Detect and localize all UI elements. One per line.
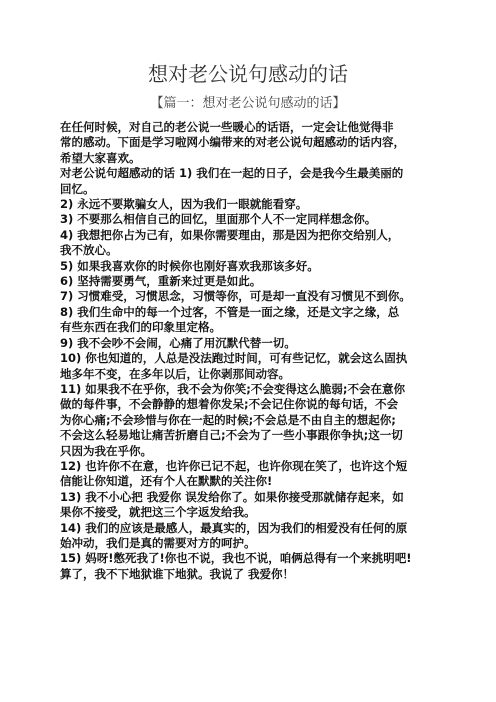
paragraph-line: 对老公说句超感动的话 1) 我们在一起的日子，会是我今生最美丽的 bbox=[60, 166, 404, 181]
paragraph-line: 希望大家喜欢。 bbox=[60, 150, 141, 165]
paragraph-line: 11) 如果我不在乎你，我不会为你笑;不会变得这么脆弱;不会在意你 bbox=[60, 381, 405, 396]
paragraph-line: 4) 我想把你占为己有，如果你需要理由，那是因为把你交给别人， bbox=[60, 227, 400, 242]
paragraph-line: 常的感动。下面是学习啦网小编带来的对老公说句超感动的话内容， bbox=[60, 135, 405, 150]
paragraph-line: 5) 如果我喜欢你的时候你也刚好喜欢我那该多好。 bbox=[60, 258, 319, 273]
paragraph-line: 回忆。 bbox=[60, 181, 95, 196]
paragraph-line: 不会这么轻易地让痛苦折磨自己;不会为了一些小事跟你争执;这一切 bbox=[60, 428, 403, 443]
paragraph-line: 为你心痛;不会珍惜与你在一起的时候;不会总是不由自主的想起你; bbox=[60, 412, 396, 427]
paragraph-line: 9) 我不会吵不会闹，心痛了用沉默代替一切。 bbox=[60, 335, 296, 350]
paragraph-line: 地多年不变，在多年以后，让你剥那间动容。 bbox=[60, 366, 290, 381]
paragraph-line: 我不放心。 bbox=[60, 243, 118, 258]
paragraph-line: 12) 也许你不在意，也许你已记不起，也许你现在笑了，也许这个短 bbox=[60, 458, 408, 473]
paragraph-line: 8) 我们生命中的每一个过客，不管是一面之缘，还是文字之缘，总 bbox=[60, 304, 400, 319]
paragraph-line: 在任何时候，对自己的老公说一些暖心的话语，一定会让他觉得非 bbox=[60, 120, 394, 134]
paragraph-line: 6) 坚持需要勇气，重新来过更是如此。 bbox=[60, 274, 262, 289]
paragraph-line: 14) 我们的应该是最感人，最真实的，因为我们的相爱没有任何的原 bbox=[60, 520, 408, 535]
paragraph-line: 3) 不要那么相信自己的回忆，里面那个人不一定同样想念你。 bbox=[60, 212, 377, 227]
paragraph-line: 信能让你知道，还有个人在默默的关注你! bbox=[60, 474, 273, 489]
paragraph-line: 2) 永远不要欺骗女人，因为我们一眼就能看穿。 bbox=[60, 197, 308, 212]
paragraph-line: 7) 习惯难受，习惯思念，习惯等你，可是却一直没有习惯见不到你。 bbox=[60, 289, 411, 304]
paragraph-line: 有些东西在我们的印象里定格。 bbox=[60, 320, 221, 335]
paragraph-line: 只因为我在乎你。 bbox=[60, 443, 152, 458]
document-title: 想对老公说句感动的话 bbox=[148, 62, 348, 86]
paragraph-line: 果你不接受，就把这三个字返发给我。 bbox=[60, 505, 256, 520]
paragraph-line: 15) 妈呀!憋死我了!你也不说，我也不说，咱俩总得有一个来挑明吧! bbox=[60, 551, 412, 566]
document-body bbox=[60, 120, 460, 582]
document-subtitle: 【篇一：想对老公说句感动的话】 bbox=[150, 96, 346, 111]
paragraph-line: 始冲动，我们是真的需要对方的呵护。 bbox=[60, 535, 256, 550]
paragraph-line: 算了，我不下地狱谁下地狱。我说了 我爱你！ bbox=[60, 566, 295, 581]
paragraph-line: 13) 我不小心把 我爱你 误发给你了。如果你接受那就储存起来，如 bbox=[60, 489, 404, 504]
paragraph-line: 10) 你也知道的，人总是没法跑过时间，可有些记忆，就会这么固执 bbox=[60, 351, 408, 366]
paragraph-line: 做的每件事，不会静静的想着你发呆;不会记住你说的每句话，不会 bbox=[60, 397, 399, 412]
